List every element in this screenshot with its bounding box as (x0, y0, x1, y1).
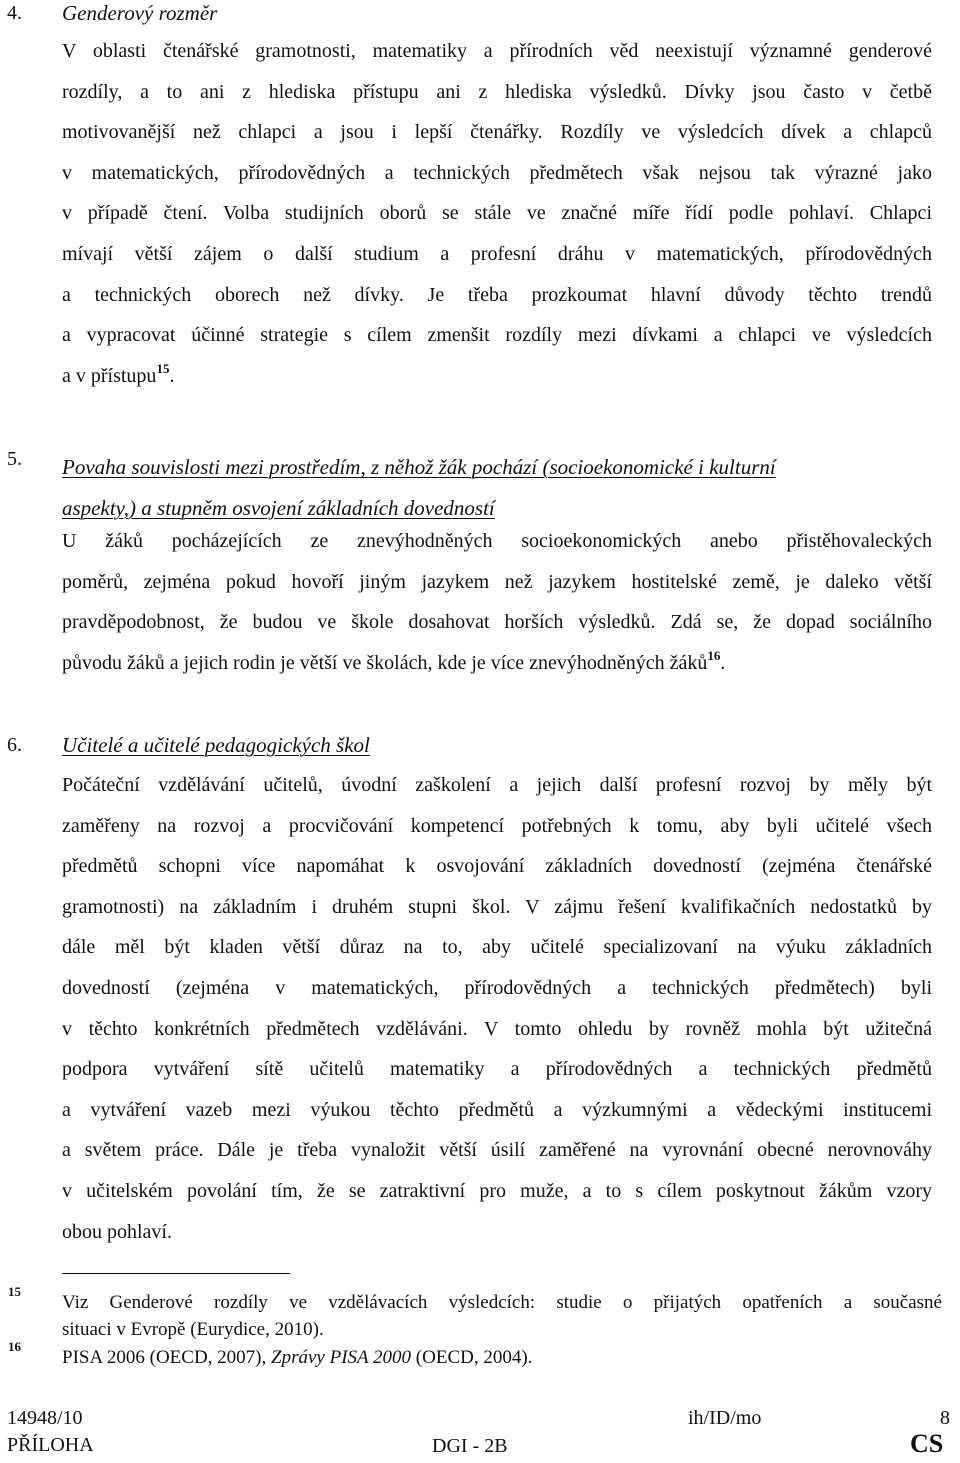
end-punct: . (720, 651, 726, 674)
footnote-mark-15: 15 (8, 1284, 21, 1299)
footnote-text-a: PISA 2006 (OECD, 2007), (62, 1347, 272, 1368)
body-line: mívají větší zájem o další studium a profesní dráhu v matematických, přírodovědných (62, 242, 932, 265)
body-line: motivovanější než chlapci a jsou i lepší čtenářky. Rozdíly ve výsledcích dívek a chlapců (62, 121, 932, 144)
body-line: poměrů, zejména pokud hovoří jiným jazykem než jazykem hostitelské země, je daleko větší (62, 570, 932, 593)
section-6-number: 6. (7, 734, 22, 756)
body-line: dále měl být kladen větší důraz na to, aby učitelé specializovaní na výuku základních (62, 936, 932, 959)
section-4-number: 4. (7, 2, 22, 24)
footnote-line: situaci v Evropě (Eurydice, 2010). (62, 1319, 324, 1340)
section-5-body (62, 521, 932, 683)
body-line: a vytváření vazeb mezi výukou těchto předmětů a výzkumnými a vědeckými institucemi (62, 1098, 932, 1121)
section-6-heading (62, 733, 370, 758)
body-line: v matematických, přírodovědných a technických předmětech však nejsou tak výrazné jako (62, 161, 932, 184)
body-line: a světem práce. Dále je třeba vynaložit větší úsilí zaměřené na vyrovnání obecné nerovnováhy (62, 1139, 932, 1162)
doc-number: 14948/10 (7, 1407, 83, 1429)
section-4-heading: Genderový rozměr (62, 1, 218, 25)
heading-text: Povaha souvislosti mezi prostředím, z něhož žák pochází (socioekonomické i kulturní (62, 455, 776, 479)
body-line-text: původu žáků a jejich rodin je větší ve školách, kde je více znevýhodněných žáků (62, 651, 708, 674)
footnote-15-text (62, 1289, 942, 1343)
body-line: dovedností (zejména v matematických, přírodovědných a technických předmětech) byli (62, 976, 932, 999)
body-line: Počáteční vzdělávání učitelů, úvodní zaškolení a jejich další profesní rozvoj by měly být (62, 774, 932, 796)
footnote-ref-16[interactable]: 16 (707, 647, 721, 663)
page-number: 8 (940, 1407, 950, 1429)
body-line: v těchto konkrétních předmětech vzděláváni. V tomto ohledu by rovněž mohla být užitečná (62, 1017, 932, 1040)
section-5-number: 5. (7, 448, 22, 470)
footnote-separator (62, 1273, 290, 1274)
body-line: v případě čtení. Volba studijních oborů se stále ve značné míře řídí podle pohlaví. Chlapci (62, 202, 932, 225)
end-punct: . (169, 364, 175, 387)
language-code: CS (910, 1429, 944, 1458)
body-line: zaměřeny na rozvoj a procvičování kompetencí potřebných k tomu, aby byli učitelé všech (62, 814, 932, 837)
body-line-last: obou pohlaví. (62, 1220, 172, 1243)
body-line: gramotnosti) na základním i druhém stupni škol. V zájmu řešení kvalifikačních nedostatků by (62, 895, 932, 918)
footnote-line: Viz Genderové rozdíly ve vzdělávacích výsledcích: studie o přijatých opatřeních a současné (62, 1292, 942, 1313)
footnote-mark-16: 16 (8, 1339, 21, 1354)
section-4-body (62, 31, 932, 396)
body-line: U žáků pocházejících ze znevýhodněných socioekonomických anebo přistěhovaleckých (62, 530, 932, 552)
body-line-last (62, 643, 932, 684)
body-line: rozdíly, a to ani z hlediska přístupu ani z hlediska výsledků. Dívky jsou často v četbě (62, 80, 932, 103)
body-line-last (62, 356, 932, 397)
heading-line (62, 447, 932, 488)
body-line-text: a v přístupu (62, 364, 157, 387)
footnote-16-text (62, 1344, 942, 1371)
body-line: předmětů schopni více napomáhat k osvojování základních dovedností (zejména čtenářské (62, 855, 932, 878)
heading-text: Učitelé a učitelé pedagogických škol (62, 733, 370, 757)
footnote-text-b: (OECD, 2004). (411, 1347, 533, 1368)
body-line: pravděpodobnost, že budou ve škole dosahovat horších výsledků. Zdá se, že dopad sociálního (62, 611, 932, 634)
body-line: a technických oborech než dívky. Je třeba prozkoumat hlavní důvody těchto trendů (62, 283, 932, 306)
body-line: a vypracovat účinné strategie s cílem zmenšit rozdíly mezi dívkami a chlapci ve výsledcích (62, 324, 932, 347)
body-line: V oblasti čtenářské gramotnosti, matematiky a přírodních věd neexistují významné genderové (62, 40, 932, 62)
section-6-body (62, 765, 932, 1252)
heading-text: aspekty,) a stupněm osvojení základních dovedností (62, 495, 495, 520)
footnote-text-italic: Zprávy PISA 2000 (271, 1347, 412, 1368)
section-5-heading (62, 447, 932, 528)
body-line: v učitelském povolání tím, že se zatraktivní pro muže, a to s cílem poskytnout žákům vzory (62, 1179, 932, 1202)
dg-code: DGI - 2B (432, 1435, 508, 1457)
body-line: podpora vytváření sítě učitelů matematiky a přírodovědných a technických předmětů (62, 1058, 932, 1081)
initials: ih/ID/mo (688, 1407, 762, 1429)
footnote-ref-15[interactable]: 15 (156, 360, 170, 376)
annex-label: PŘÍLOHA (7, 1434, 94, 1456)
